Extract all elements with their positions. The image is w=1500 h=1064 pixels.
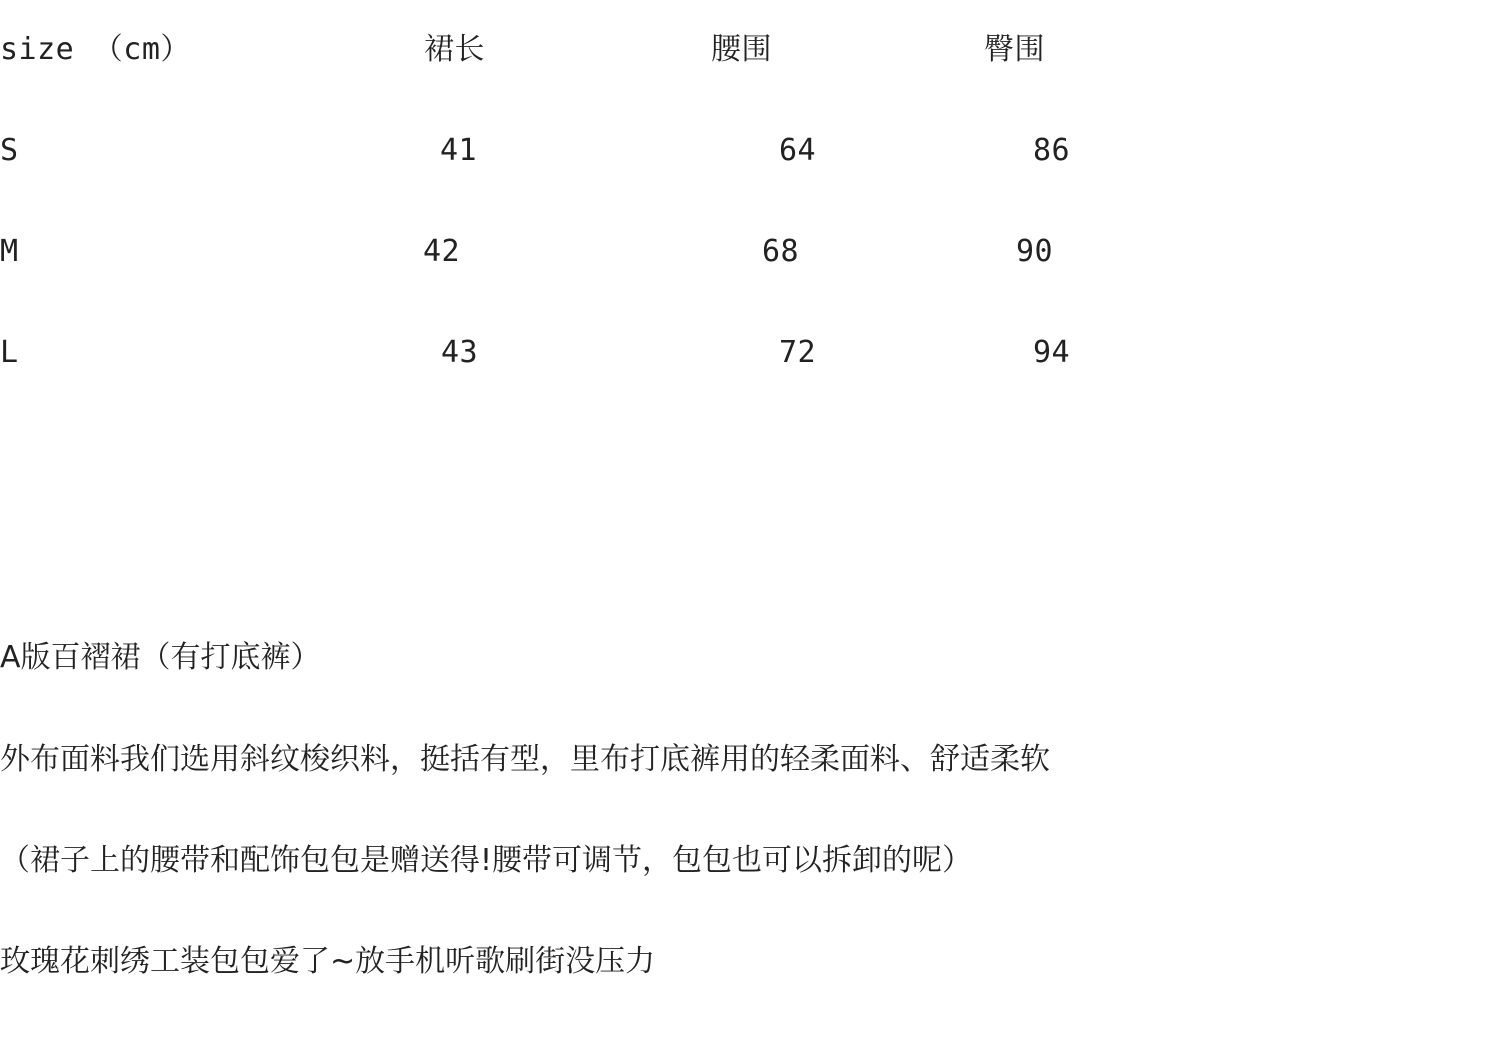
row-m-hip: 90	[1016, 234, 1054, 269]
bag-note: 玫瑰花刺绣工装包包爱了~放手机听歌刷街没压力	[0, 944, 656, 979]
row-l-waist: 72	[779, 335, 817, 370]
row-s-waist: 64	[779, 133, 817, 168]
row-l-skirt-length: 43	[441, 335, 479, 370]
row-m-skirt-length: 42	[423, 234, 461, 269]
row-s-size: S	[0, 133, 19, 168]
header-hip: 臀围	[984, 32, 1045, 67]
row-m-size: M	[0, 234, 19, 269]
row-m-waist: 68	[762, 234, 800, 269]
row-l-hip: 94	[1033, 335, 1071, 370]
gift-note: （裙子上的腰带和配饰包包是赠送得!腰带可调节，包包也可以拆卸的呢）	[0, 843, 973, 878]
header-waist: 腰围	[711, 32, 772, 67]
header-skirt-length: 裙长	[424, 32, 485, 67]
row-l-size: L	[0, 335, 19, 370]
fabric-description: 外布面料我们选用斜纹梭织料，挺括有型，里布打底裤用的轻柔面料、舒适柔软	[0, 742, 1050, 777]
product-title: A版百褶裙（有打底裤）	[0, 640, 321, 675]
header-size: size （cm）	[0, 32, 191, 67]
row-s-hip: 86	[1033, 133, 1071, 168]
row-s-skirt-length: 41	[440, 133, 478, 168]
